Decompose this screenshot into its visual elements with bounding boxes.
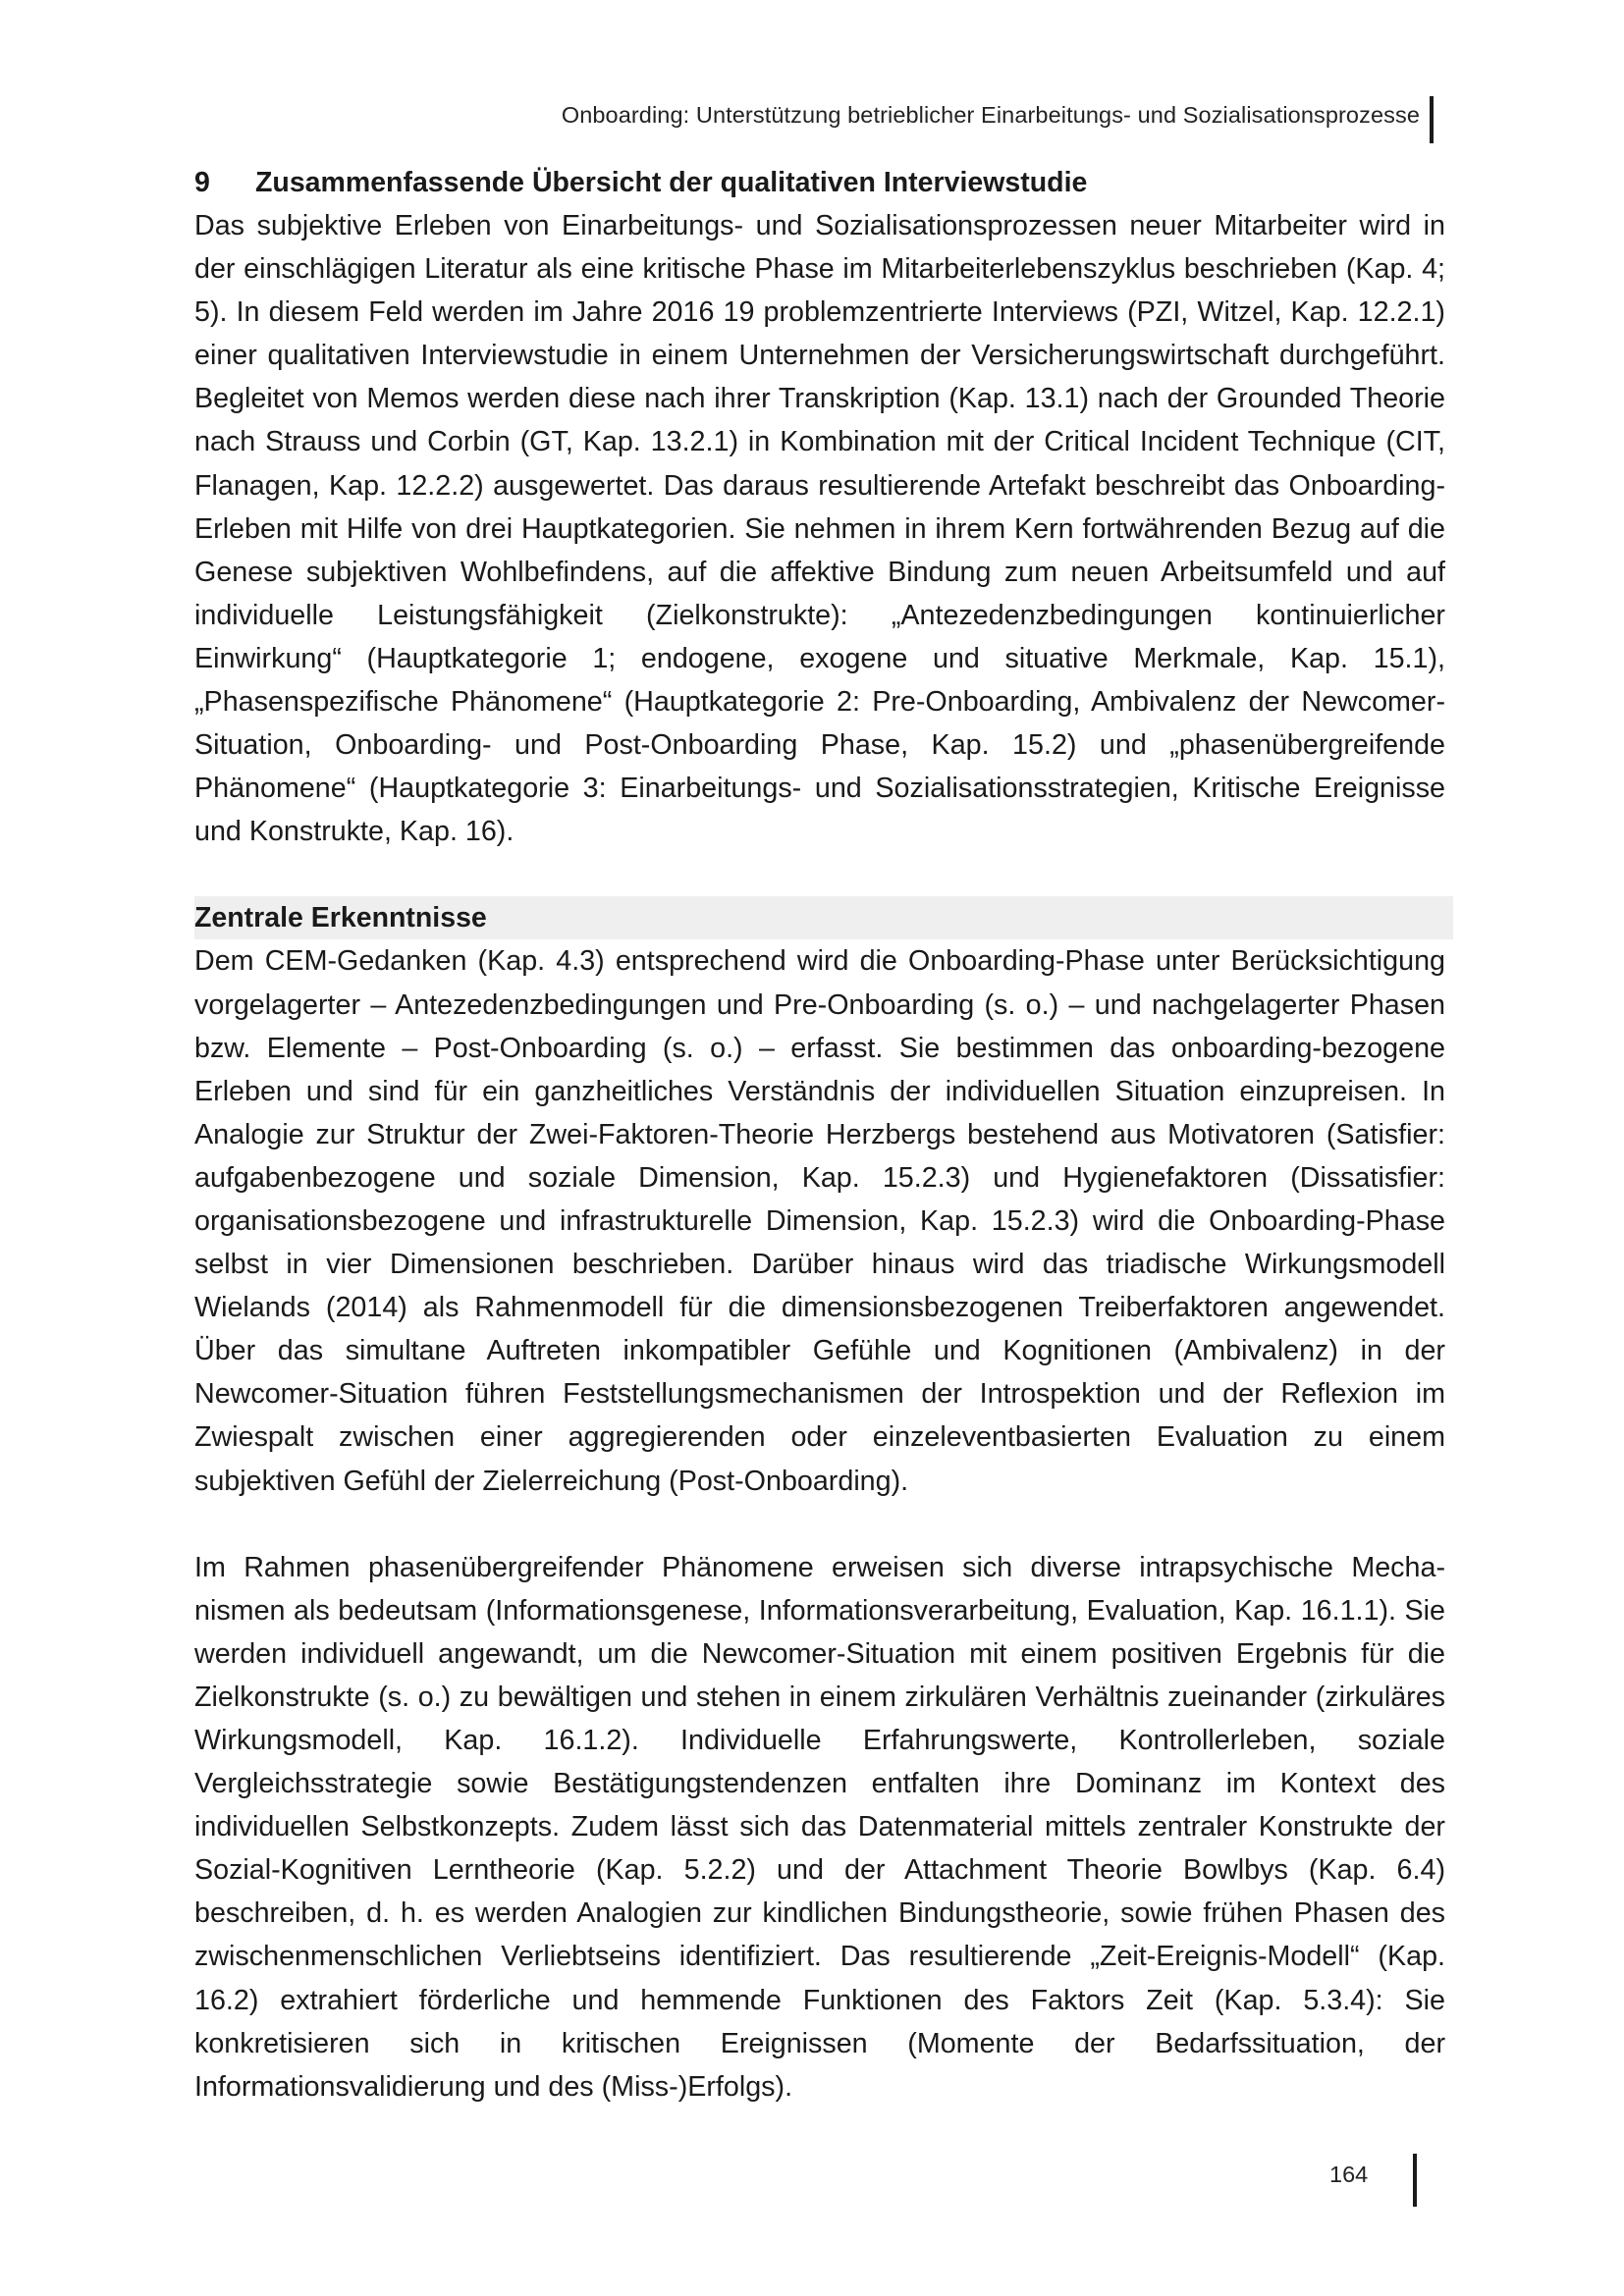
section-number: 9 — [194, 167, 210, 198]
footer-divider-bar — [1413, 2154, 1417, 2207]
intro-paragraph: Das subjektive Erleben von Einarbeitungs- und Sozialisationsprozessen neuer Mitarbeiter wird in der einschlägigen Literatur als eine kritische Phase im Mitarbeiterlebenszyklus beschrieben (Kap. 4; 5). In diesem Feld werden im Jahre 2016 19 problemzentrierte Interviews (PZI, Witzel, Kap. 12.2.1) einer qualitativen Interviewstudie in einem Unternehmen der Versicherungswirtschaft durchgeführt. Begleitet von Memos werden diese nach ihrer Transkription (Kap. 13.1) nach der Grounded Theorie nach Strauss und Corbin (GT, Kap. 13.2.1) in Kombination mit der Critical Incident Technique (CIT, Flanagen, Kap. 12.2.2) ausgewertet. Das daraus resultierende Artefakt beschreibt das Onboarding-Erleben mit Hilfe von drei Hauptkategorien. Sie nehmen in ihrem Kern fortwährenden Bezug auf die Genese subjektiven Wohlbefindens, auf die affektive Bindung zum neuen Arbeitsumfeld und auf individuelle Leistungsfähigkeit (Zielkonstrukte): „Antezedenzbedingungen kontinuierlicher Einwirkung“ (Hauptkategorie 1; endogene, exogene und situative Merkmale, Kap. 15.1), „Phasenspezifische Phänomene“ (Hauptkategorie 2: Pre-Onboarding, Ambivalenz der Newcomer-Situation, Onboarding- und Post-Onboarding Phase, Kap. 15.2) und „phasenübergreifende Phänomene“ (Hauptkategorie 3: Einarbeitungs- und Sozialisationsstrategien, Kritische Ereignisse und Konstrukte, Kap. 16). — [194, 210, 1445, 848]
header-divider-bar — [1430, 96, 1434, 143]
section-title: Zusammenfassende Übersicht der qualitativen Interviewstudie — [255, 167, 1088, 198]
running-header: Onboarding: Unterstützung betrieblicher Einarbeitungs- und Sozialisationsprozesse — [561, 102, 1420, 128]
page-content — [194, 161, 1445, 2109]
section-heading — [194, 161, 1445, 204]
findings-box-title: Zentrale Erkenntnisse — [194, 896, 1453, 939]
page-number: 164 — [1329, 2162, 1369, 2187]
findings-paragraph-1: Dem CEM-Gedanken (Kap. 4.3) entsprechend wird die Onboarding-Phase unter Berücksichtigung vorgelagerter – Antezedenzbedingungen und Pre-Onboarding (s. o.) – und nachgelagerter Phasen bzw. Elemente – Post-Onboarding (s. o.) – erfasst. Sie bestimmen das onboarding-bezogene Erleben und sind für ein ganzheitliches Verständnis der individuellen Situation einzupreisen. In Analogie zur Struktur der Zwei-Faktoren-Theorie Herzbergs bestehend aus Motivatoren (Satisfier: aufgabenbezogene und soziale Dimension, Kap. 15.2.3) und Hygienefaktoren (Dissatisfier: organisationsbezogene und infrastrukturelle Dimension, Kap. 15.2.3) wird die Onboarding-Phase selbst in vier Dimensionen beschrieben. Darüber hinaus wird das triadische Wirkungsmodell Wielands (2014) als Rahmenmodell für die dimensionsbezogenen Treiberfaktoren angewendet. Über das simultane Auftreten inkompatibler Gefühle und Kognitionen (Ambivalenz) in der Newcomer-Situation führen Feststellungsmechanismen der Introspektion und der Reflexion im Zwiespalt zwischen einer aggregierenden oder einzeleventbasierten Evaluation zu einem subjektiven Gefühl der Zielerreichung (Post-Onboarding). — [194, 945, 1445, 1497]
findings-paragraph-2: Im Rahmen phasenübergreifender Phänomene erweisen sich diverse intrapsychische Mechanismen als bedeutsam (Informationsgenese, Informationsverarbeitung, Evaluation, Kap. 16.1.1). Sie werden individuell angewandt, um die Newcomer-Situation mit einem positiven Ergebnis für die Zielkonstrukte (s. o.) zu bewältigen und stehen in einem zirkulären Verhältnis zueinander (zirkuläres Wirkungsmodell, Kap. 16.1.2). Individuelle Erfahrungswerte, Kontrollerleben, soziale Vergleichsstrategie sowie Bestätigungstendenzen entfalten ihre Dominanz im Kontext des individuellen Selbstkonzepts. Zudem lässt sich das Datenmaterial mittels zentraler Konstrukte der Sozial-Kognitiven Lerntheorie (Kap. 5.2.2) und der Attachment Theorie Bowlbys (Kap. 6.4) beschreiben, d. h. es werden Analogien zur kindlichen Bindungstheorie, sowie frühen Phasen des zwischenmenschlichen Verliebtseins identifiziert. Das resultierende „Zeit-Ereignis-Modell“ (Kap. 16.2) extrahiert förderliche und hemmende Funktionen des Faktors Zeit (Kap. 5.3.4): Sie konkretisieren sich in kritischen Ereignissen (Momente der Bedarfssituation, der Informationsvalidierung und des (Miss-)Erfolgs). — [194, 1551, 1445, 2103]
